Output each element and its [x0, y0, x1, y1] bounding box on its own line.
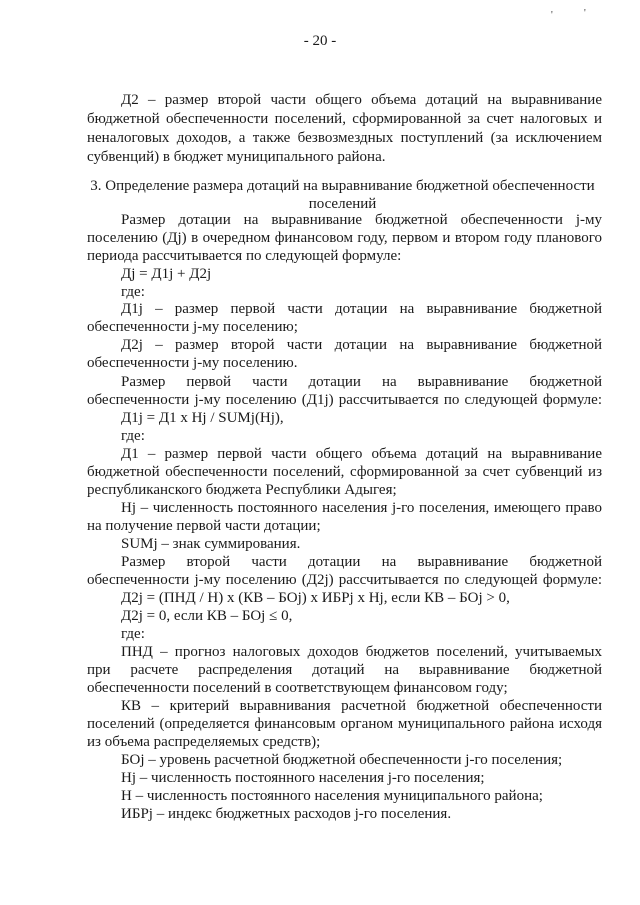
paragraph-line: ИБРj – индекс бюджетных расходов j-го поселения.: [121, 806, 452, 822]
paragraph-line: периода рассчитывается по следующей формуле:: [87, 248, 402, 264]
section-heading: 3. Определение размера дотаций на выравнивание бюджетной обеспеченности: [90, 178, 595, 194]
page-number: - 20 -: [303, 33, 337, 49]
paragraph-line: КВ – критерий выравнивания расчетной бюджетной обеспеченности: [121, 698, 602, 714]
paragraph-line: где:: [121, 626, 145, 642]
paragraph-line: при расчете распределения дотаций на выравнивание бюджетной: [87, 662, 602, 678]
paragraph-line: обеспеченности поселений в соответствующем финансовом году;: [87, 680, 508, 696]
paragraph-line: поселению (Дj) в очередном финансовом году, первом и втором году планового: [87, 230, 602, 246]
paragraph-line: Размер дотации на выравнивание бюджетной обеспеченности j-му: [121, 212, 602, 228]
paragraph-line: Н – численность постоянного населения муниципального района;: [121, 788, 543, 804]
paragraph-line: Д2j – размер второй части дотации на выравнивание бюджетной: [121, 337, 602, 353]
paragraph-line: обеспеченности j-му поселению;: [87, 319, 298, 335]
paragraph-line: бюджетной обеспеченности поселений, сформированной за счет налоговых и: [87, 111, 602, 127]
paragraph-line: где:: [121, 284, 145, 300]
paragraph-line: ПНД – прогноз налоговых доходов бюджетов поселений, учитываемых: [121, 644, 602, 660]
formula: Д2j = (ПНД / Н) х (КВ – БОj) х ИБРj х Нj, если КВ – БОj > 0,: [121, 590, 510, 606]
paragraph-line: обеспеченности j-му поселению (Д1j) рассчитывается по следующей формуле:: [87, 392, 602, 408]
paragraph-line: неналоговых доходов, а также безвозмездных поступлений (за исключением: [87, 130, 602, 146]
paragraph-line: обеспеченности j-му поселению.: [87, 355, 298, 371]
paragraph-line: обеспеченности j-му поселению (Д2j) рассчитывается по следующей формуле:: [87, 572, 602, 588]
section-heading: поселений: [308, 196, 377, 212]
scan-mark: ': [584, 8, 586, 19]
paragraph-line: субвенций) в бюджет муниципального района.: [87, 149, 386, 165]
paragraph-line: на получение первой части дотации;: [87, 518, 321, 534]
paragraph-line: поселений (определяется финансовым органом муниципального района исходя: [87, 716, 602, 732]
paragraph-line: Д1 – размер первой части общего объема дотаций на выравнивание: [121, 446, 602, 462]
formula: Д1j = Д1 x Hj / SUMj(Hj),: [121, 410, 284, 426]
paragraph-line: из объема распределяемых средств);: [87, 734, 321, 750]
paragraph-line: Hj – численность постоянного населения j-го поселения, имеющего право: [121, 500, 602, 516]
paragraph-line: Д2 – размер второй части общего объема дотаций на выравнивание: [121, 92, 602, 108]
paragraph-line: Размер первой части дотации на выравнивание бюджетной: [121, 374, 602, 390]
formula: Д2j = 0, если КВ – БОj ≤ 0,: [121, 608, 293, 624]
paragraph-line: Д1j – размер первой части дотации на выравнивание бюджетной: [121, 301, 602, 317]
paragraph-line: БОj – уровень расчетной бюджетной обеспеченности j-го поселения;: [121, 752, 563, 768]
paragraph-line: Размер второй части дотации на выравнивание бюджетной: [121, 554, 602, 570]
formula: Дj = Д1j + Д2j: [121, 266, 212, 282]
paragraph-line: Hj – численность постоянного населения j-го поселения;: [121, 770, 485, 786]
paragraph-line: где:: [121, 428, 145, 444]
paragraph-line: республиканского бюджета Республики Адыгея;: [87, 482, 397, 498]
paragraph-line: бюджетной обеспеченности поселений, сформированной за счет субвенций из: [87, 464, 602, 480]
scan-mark: ': [551, 10, 553, 21]
paragraph-line: SUMj – знак суммирования.: [121, 536, 301, 552]
